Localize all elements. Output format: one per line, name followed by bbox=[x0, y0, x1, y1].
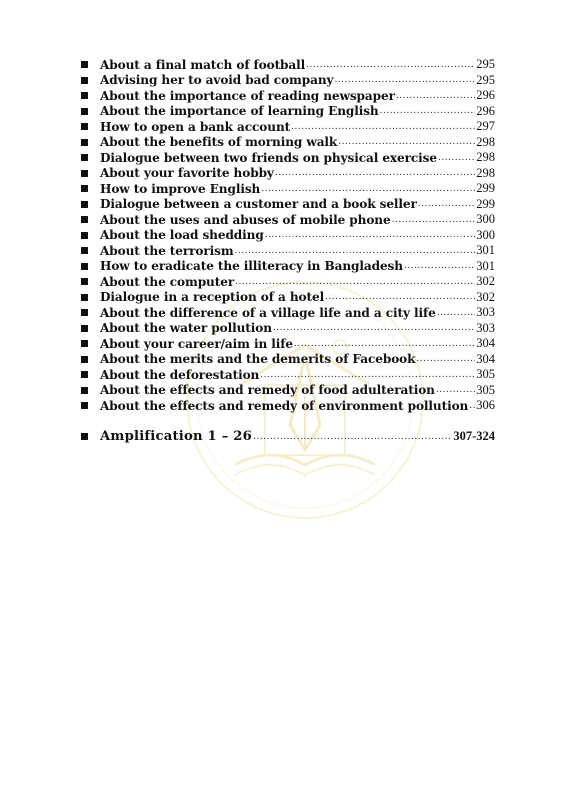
page-number: 306 bbox=[476, 398, 495, 413]
entry-title: Dialogue between a customer and a book seller bbox=[100, 197, 417, 212]
entry-title: About the water pollution bbox=[100, 321, 272, 336]
dot-leader bbox=[404, 261, 475, 271]
entry-title: About your career/aim in life bbox=[100, 336, 293, 351]
dot-leader bbox=[260, 370, 475, 380]
square-bullet-icon bbox=[81, 309, 88, 316]
entry-title: Amplification 1 – 26 bbox=[100, 429, 253, 444]
square-bullet-icon bbox=[81, 185, 88, 192]
entry-title: About the benefits of morning walk bbox=[100, 135, 338, 150]
entry-title: About the effects and remedy of environment pollution bbox=[100, 398, 469, 413]
dot-leader bbox=[265, 230, 476, 240]
square-bullet-icon bbox=[81, 340, 88, 347]
square-bullet-icon bbox=[81, 247, 88, 254]
page-number: 295 bbox=[476, 57, 495, 72]
page-number: 298 bbox=[476, 134, 495, 149]
entry-title: How to improve English bbox=[100, 181, 261, 196]
entry-title: About the deforestation bbox=[100, 367, 260, 382]
toc-entry[interactable] bbox=[80, 150, 495, 166]
page-number: 298 bbox=[476, 165, 495, 180]
dot-leader bbox=[294, 339, 475, 349]
toc-entry[interactable] bbox=[80, 197, 495, 213]
dot-leader bbox=[275, 168, 475, 178]
page-number: 299 bbox=[476, 196, 495, 211]
square-bullet-icon bbox=[81, 232, 88, 239]
dot-leader bbox=[418, 199, 475, 209]
page-number: 303 bbox=[476, 305, 495, 320]
toc-entry[interactable] bbox=[80, 290, 495, 306]
page-number: 299 bbox=[476, 181, 495, 196]
toc-entry[interactable] bbox=[80, 73, 495, 89]
page-number: 304 bbox=[476, 351, 495, 366]
square-bullet-icon bbox=[81, 387, 88, 394]
entry-title: How to eradicate the illiteracy in Bangladesh bbox=[100, 259, 403, 274]
page-number: 295 bbox=[476, 72, 495, 87]
entry-title: About the uses and abuses of mobile phone bbox=[100, 212, 391, 227]
page-number: 297 bbox=[476, 119, 495, 134]
toc-entry[interactable] bbox=[80, 352, 495, 368]
entry-title: Dialogue between two friends on physical exercise bbox=[100, 150, 437, 165]
entry-title: Dialogue in a reception of a hotel bbox=[100, 290, 325, 305]
square-bullet-icon bbox=[81, 294, 88, 301]
square-bullet-icon bbox=[81, 433, 88, 440]
page-number: 307-324 bbox=[453, 429, 495, 443]
toc-entry[interactable] bbox=[80, 119, 495, 135]
toc-entry[interactable] bbox=[80, 367, 495, 383]
entry-title: About the load shedding bbox=[100, 228, 264, 243]
dot-leader bbox=[338, 137, 475, 147]
square-bullet-icon bbox=[81, 61, 88, 68]
toc-entry[interactable] bbox=[80, 383, 495, 399]
toc-entry[interactable] bbox=[80, 57, 495, 73]
square-bullet-icon bbox=[81, 139, 88, 146]
page-number: 300 bbox=[476, 227, 495, 242]
square-bullet-icon bbox=[81, 356, 88, 363]
toc-entry[interactable] bbox=[80, 243, 495, 259]
entry-title: About the difference of a village life and a city life bbox=[100, 305, 436, 320]
page-number: 296 bbox=[476, 88, 495, 103]
dot-leader bbox=[438, 153, 475, 163]
dot-leader bbox=[437, 308, 476, 318]
dot-leader bbox=[396, 91, 475, 101]
toc-entry[interactable] bbox=[80, 336, 495, 352]
toc-entry[interactable] bbox=[80, 305, 495, 321]
square-bullet-icon bbox=[81, 371, 88, 378]
dot-leader bbox=[253, 432, 452, 442]
page-number: 302 bbox=[476, 274, 495, 289]
square-bullet-icon bbox=[81, 123, 88, 130]
dot-leader bbox=[416, 354, 475, 364]
dot-leader bbox=[392, 215, 476, 225]
square-bullet-icon bbox=[81, 92, 88, 99]
entry-title: About the importance of learning English bbox=[100, 104, 379, 119]
square-bullet-icon bbox=[81, 77, 88, 84]
toc-entry[interactable] bbox=[80, 104, 495, 120]
amplification-entry[interactable] bbox=[80, 428, 495, 446]
toc-entry[interactable] bbox=[80, 181, 495, 197]
square-bullet-icon bbox=[81, 325, 88, 332]
toc-entry[interactable] bbox=[80, 321, 495, 337]
entry-title: Advising her to avoid bad company bbox=[100, 73, 334, 88]
toc-entry[interactable] bbox=[80, 274, 495, 290]
entry-title: About a final match of football bbox=[100, 57, 306, 72]
toc-entry[interactable] bbox=[80, 212, 495, 228]
page-number: 305 bbox=[476, 367, 495, 382]
square-bullet-icon bbox=[81, 216, 88, 223]
square-bullet-icon bbox=[81, 108, 88, 115]
entry-title: About the importance of reading newspaper bbox=[100, 88, 395, 103]
page-number: 296 bbox=[476, 103, 495, 118]
dot-leader bbox=[235, 246, 476, 256]
page-number: 305 bbox=[476, 382, 495, 397]
dot-leader bbox=[380, 106, 476, 116]
page-number: 301 bbox=[476, 243, 495, 258]
entry-title: About your favorite hobby bbox=[100, 166, 274, 181]
dot-leader bbox=[273, 323, 475, 333]
entry-title: About the terrorism bbox=[100, 243, 234, 258]
dot-leader bbox=[334, 75, 475, 85]
dot-leader bbox=[291, 122, 475, 132]
page-number: 300 bbox=[476, 212, 495, 227]
toc-entry[interactable] bbox=[80, 228, 495, 244]
dot-leader bbox=[325, 292, 475, 302]
square-bullet-icon bbox=[81, 201, 88, 208]
square-bullet-icon bbox=[81, 170, 88, 177]
page-number: 301 bbox=[476, 258, 495, 273]
entry-title: About the effects and remedy of food adulteration bbox=[100, 383, 435, 398]
square-bullet-icon bbox=[81, 263, 88, 270]
dot-leader bbox=[469, 401, 475, 411]
page-number: 298 bbox=[476, 150, 495, 165]
square-bullet-icon bbox=[81, 154, 88, 161]
entry-title: How to open a bank account bbox=[100, 119, 291, 134]
square-bullet-icon bbox=[81, 402, 88, 409]
toc-entry[interactable] bbox=[80, 135, 495, 151]
page-number: 304 bbox=[476, 336, 495, 351]
table-of-contents bbox=[80, 57, 495, 446]
entry-title: About the merits and the demerits of Facebook bbox=[100, 352, 416, 367]
toc-entry[interactable] bbox=[80, 88, 495, 104]
page-number: 303 bbox=[476, 320, 495, 335]
dot-leader bbox=[261, 184, 475, 194]
toc-entry[interactable] bbox=[80, 166, 495, 182]
dot-leader bbox=[306, 60, 475, 70]
dot-leader bbox=[436, 385, 475, 395]
square-bullet-icon bbox=[81, 278, 88, 285]
entry-title: About the computer bbox=[100, 274, 235, 289]
toc-entry[interactable] bbox=[80, 259, 495, 275]
toc-entry[interactable] bbox=[80, 398, 495, 414]
dot-leader bbox=[235, 277, 475, 287]
page-number: 302 bbox=[476, 289, 495, 304]
